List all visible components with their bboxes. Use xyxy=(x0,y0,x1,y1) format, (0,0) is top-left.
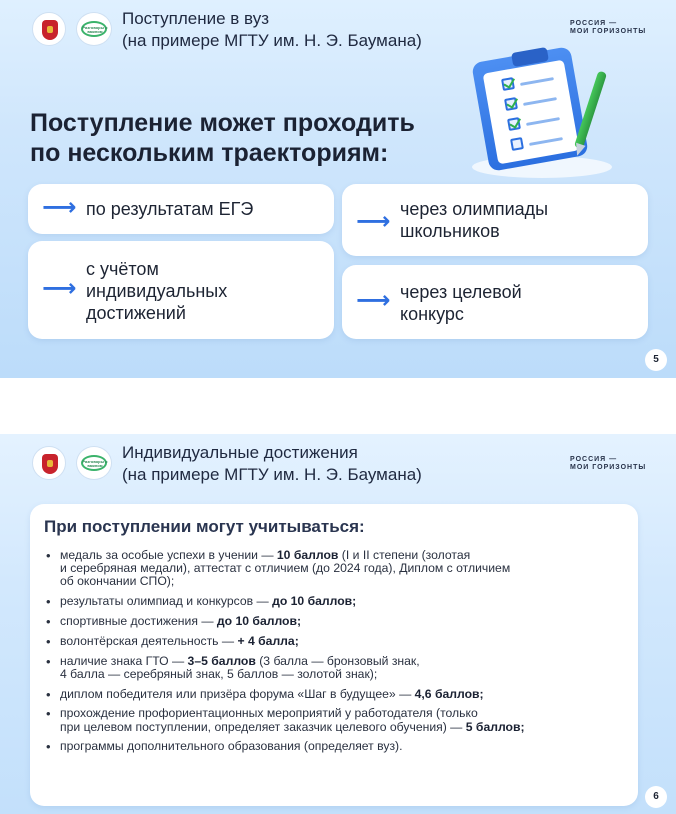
trajectory-label: с учётом индивидуальных достижений xyxy=(86,259,228,323)
arrow-right-icon: ⟶ xyxy=(356,287,391,314)
state-emblem-icon xyxy=(32,12,66,46)
header-title-line2: (на примере МГТУ им. Н. Э. Баумана) xyxy=(122,31,422,50)
header-title-line1: Поступление в вуз xyxy=(122,9,269,28)
arrow-right-icon: ⟶ xyxy=(356,208,391,235)
state-emblem-icon xyxy=(32,446,66,480)
trajectory-card-olympiads xyxy=(342,184,648,256)
trajectory-card-ege xyxy=(28,184,334,234)
list-item: • спортивные достижения — до 10 баллов; xyxy=(42,615,622,628)
trajectory-card-achievements xyxy=(28,241,334,339)
brand-logo: РОССИЯ — МОИ ГОРИЗОНТЫ xyxy=(570,20,647,35)
list-item: • диплом победителя или призёра форума «Шаг в будущее» — 4,6 баллов; xyxy=(42,688,622,701)
list-item: • медаль за особые успехи в учении — 10 баллов (I и II степени (золотая и серебряная медали), аттестат с отличием (до 2024 года), Диплом с отличием об окончании СПО); xyxy=(42,549,622,589)
trajectory-card-target xyxy=(342,265,648,339)
list-item: • наличие знака ГТО — 3–5 баллов (3 балла — бронзовый знак, 4 балла — серебряный знак, 5 баллов — золотой знак); xyxy=(42,655,622,681)
arrow-right-icon: ⟶ xyxy=(42,194,77,221)
trajectory-label: по результатам ЕГЭ xyxy=(86,199,254,219)
header-title-line1: Индивидуальные достижения xyxy=(122,443,358,462)
list-item: • волонтёрская деятельность — + 4 балла; xyxy=(42,635,622,648)
trajectory-label: через целевой конкурс xyxy=(400,282,522,324)
brand-logo: РОССИЯ — МОИ ГОРИЗОНТЫ xyxy=(570,456,647,471)
slide-header-title xyxy=(122,442,422,486)
panel-heading: При поступлении могут учитываться: xyxy=(44,517,365,536)
project-logo-icon: Разговоры о важном xyxy=(76,12,112,46)
project-logo-icon: Разговоры о важном xyxy=(76,446,112,480)
list-item: • программы дополнительного образования (определяет вуз). xyxy=(42,740,622,753)
page-number: 5 xyxy=(645,349,667,371)
achievements-panel xyxy=(30,504,638,806)
list-item: • результаты олимпиад и конкурсов — до 10 баллов; xyxy=(42,595,622,608)
trajectory-label: через олимпиады школьников xyxy=(400,199,549,241)
arrow-right-icon: ⟶ xyxy=(42,275,77,302)
achievements-list xyxy=(42,549,622,760)
page-number: 6 xyxy=(645,786,667,808)
slide-heading: Поступление может проходить по нескольким траекториям: xyxy=(30,109,415,167)
slide-5 xyxy=(0,0,676,378)
clipboard-checklist-icon xyxy=(458,40,638,180)
slide-6 xyxy=(0,434,676,814)
header-title-line2: (на примере МГТУ им. Н. Э. Баумана) xyxy=(122,465,422,484)
slide-header-title xyxy=(122,8,422,52)
list-item: • прохождение профориентационных мероприятий у работодателя (только при целевом поступлении, определяет заказчик целевого обучения) — 5 баллов; xyxy=(42,707,622,733)
